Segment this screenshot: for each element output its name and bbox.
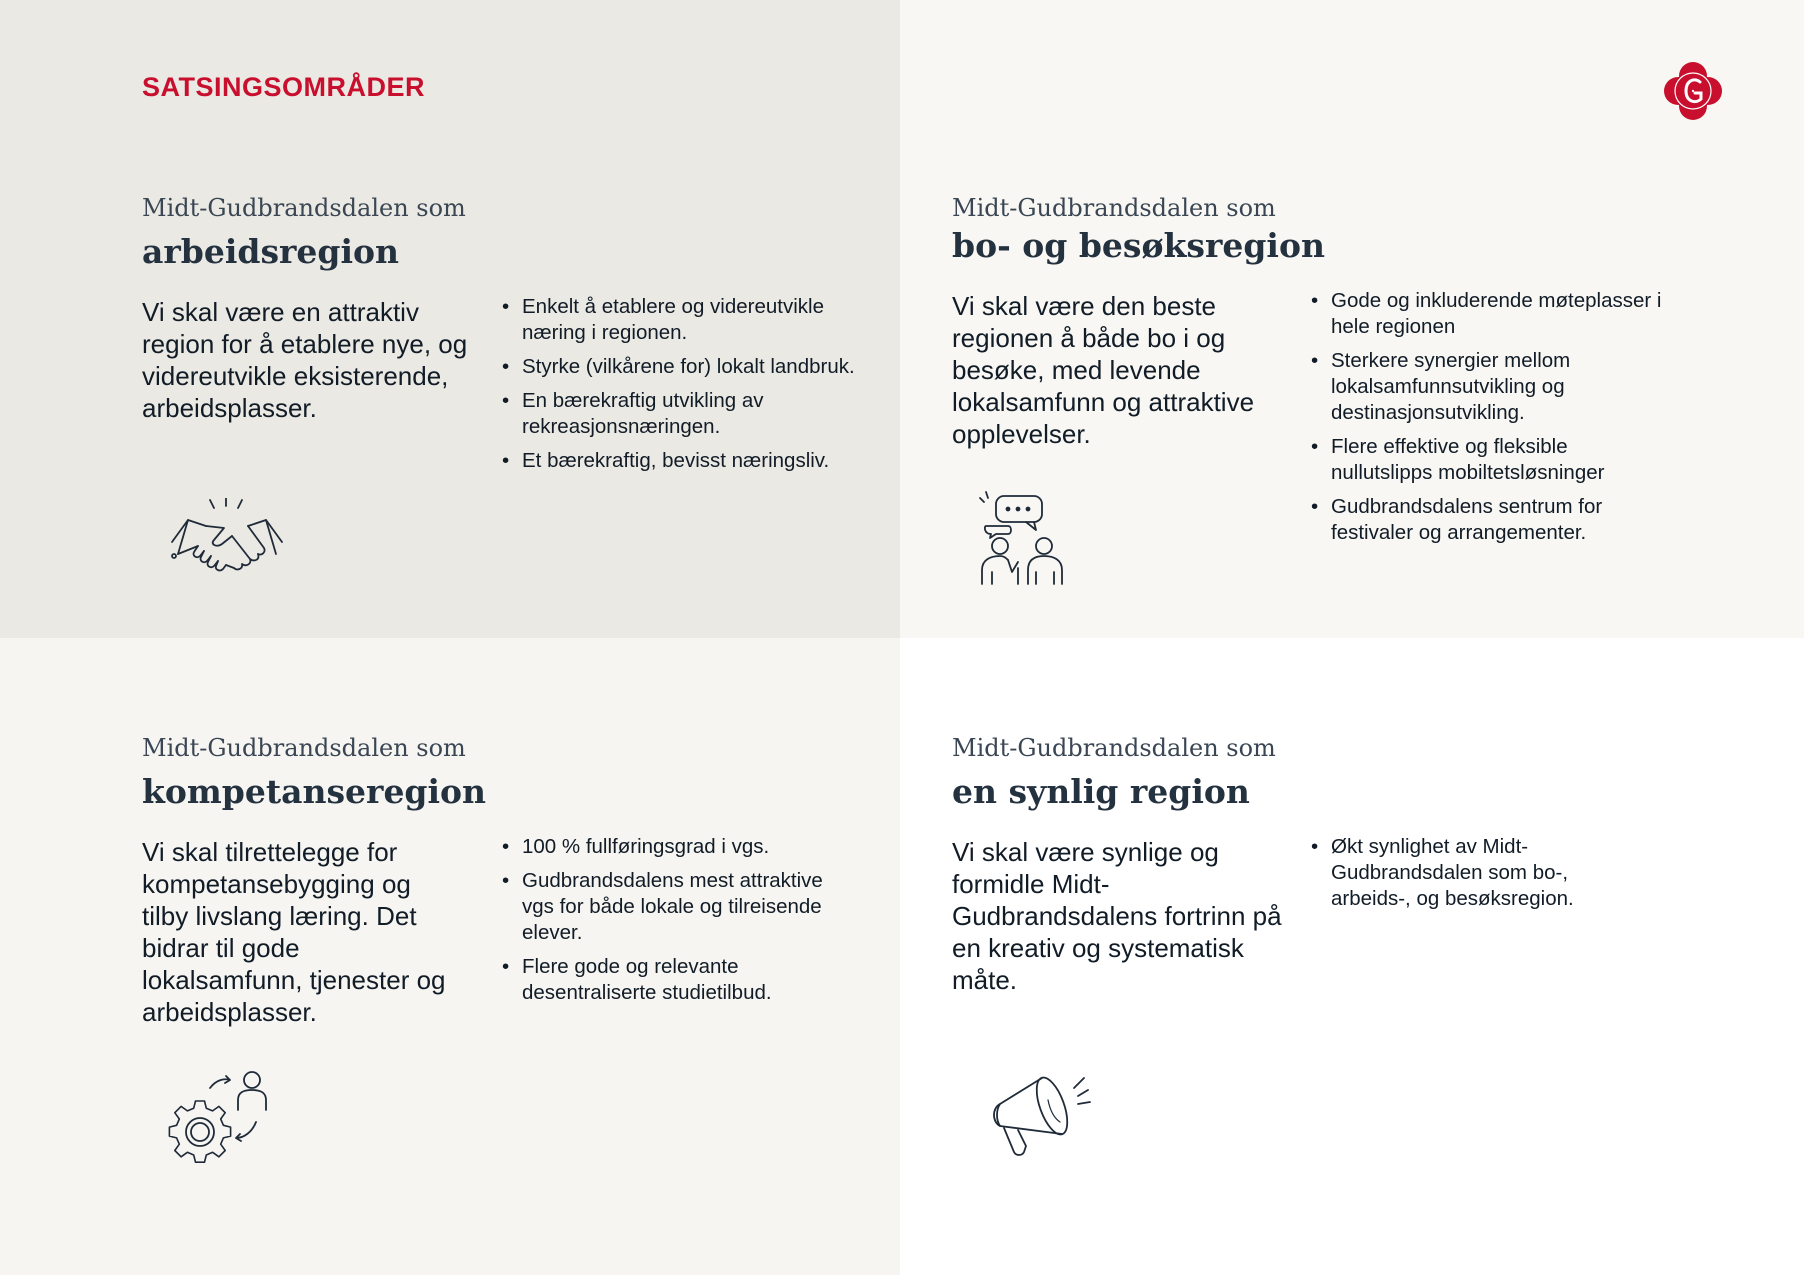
heading-kompetanseregion: kompetanseregion: [142, 772, 487, 811]
megaphone-icon: [986, 1070, 1094, 1166]
bullet-list: [502, 834, 857, 1014]
heading-bo-og-besoksregion: bo- og besøksregion: [952, 226, 1325, 265]
lead-text: Vi skal være den beste regionen å både bo i og besøke, med levende lokalsamfunn og attraktive opplevelser.: [952, 291, 1255, 449]
clover-g-logo-icon: [1662, 60, 1724, 122]
lead-text: Vi skal tilrettelegge for kompetansebygging og tilby livslang læring. Det bidrar til gode lokalsamfunn, tjenester og arbeidsplasser.: [142, 837, 446, 1027]
list-item: • Et bærekraftig, bevisst næringsliv.: [502, 448, 857, 474]
section-title: SATSINGSOMRÅDER: [142, 72, 426, 102]
people-conversation-icon: [978, 490, 1068, 586]
list-item: • Gudbrandsdalens mest attraktive vgs for både lokale og tilreisende elever.: [502, 868, 857, 946]
lead-text: Vi skal være synlige og formidle Midt-Gudbrandsdalens fortrinn på en kreativ og systematisk måte.: [952, 837, 1282, 995]
kicker: Midt-Gudbrandsdalen som: [952, 734, 1276, 762]
list-item: • Styrke (vilkårene for) lokalt landbruk.: [502, 354, 857, 380]
list-item: • Gode og inkluderende møteplasser i hele regionen: [1311, 288, 1671, 340]
list-item: • Gudbrandsdalens sentrum for festivaler og arrangementer.: [1311, 494, 1671, 546]
handshake-icon: [168, 498, 286, 588]
heading-arbeidsregion: arbeidsregion: [142, 232, 400, 271]
kicker: Midt-Gudbrandsdalen som: [142, 734, 466, 762]
list-item: • Flere effektive og fleksible nullutslipps mobiltetsløsninger: [1311, 434, 1671, 486]
bullet-list: [502, 294, 857, 482]
heading-synlig-region: en synlig region: [952, 772, 1250, 811]
bullet-list: [1311, 834, 1611, 920]
kicker: Midt-Gudbrandsdalen som: [952, 194, 1276, 222]
lead-text: Vi skal være en attraktiv region for å etablere nye, og videreutvikle eksisterende, arbeidsplasser.: [142, 297, 468, 423]
list-item: • Flere gode og relevante desentraliserte studietilbud.: [502, 954, 857, 1006]
list-item: • En bærekraftig utvikling av rekreasjonsnæringen.: [502, 388, 857, 440]
list-item: • Økt synlighet av Midt-Gudbrandsdalen som bo-, arbeids-, og besøksregion.: [1311, 834, 1611, 912]
list-item: • Sterkere synergier mellom lokalsamfunnsutvikling og destinasjonsutvikling.: [1311, 348, 1671, 426]
kicker: Midt-Gudbrandsdalen som: [142, 194, 466, 222]
list-item: • Enkelt å etablere og videreutvikle næring i regionen.: [502, 294, 857, 346]
gear-person-icon: [166, 1070, 274, 1166]
bullet-list: [1311, 288, 1671, 554]
list-item: • 100 % fullføringsgrad i vgs.: [502, 834, 857, 860]
